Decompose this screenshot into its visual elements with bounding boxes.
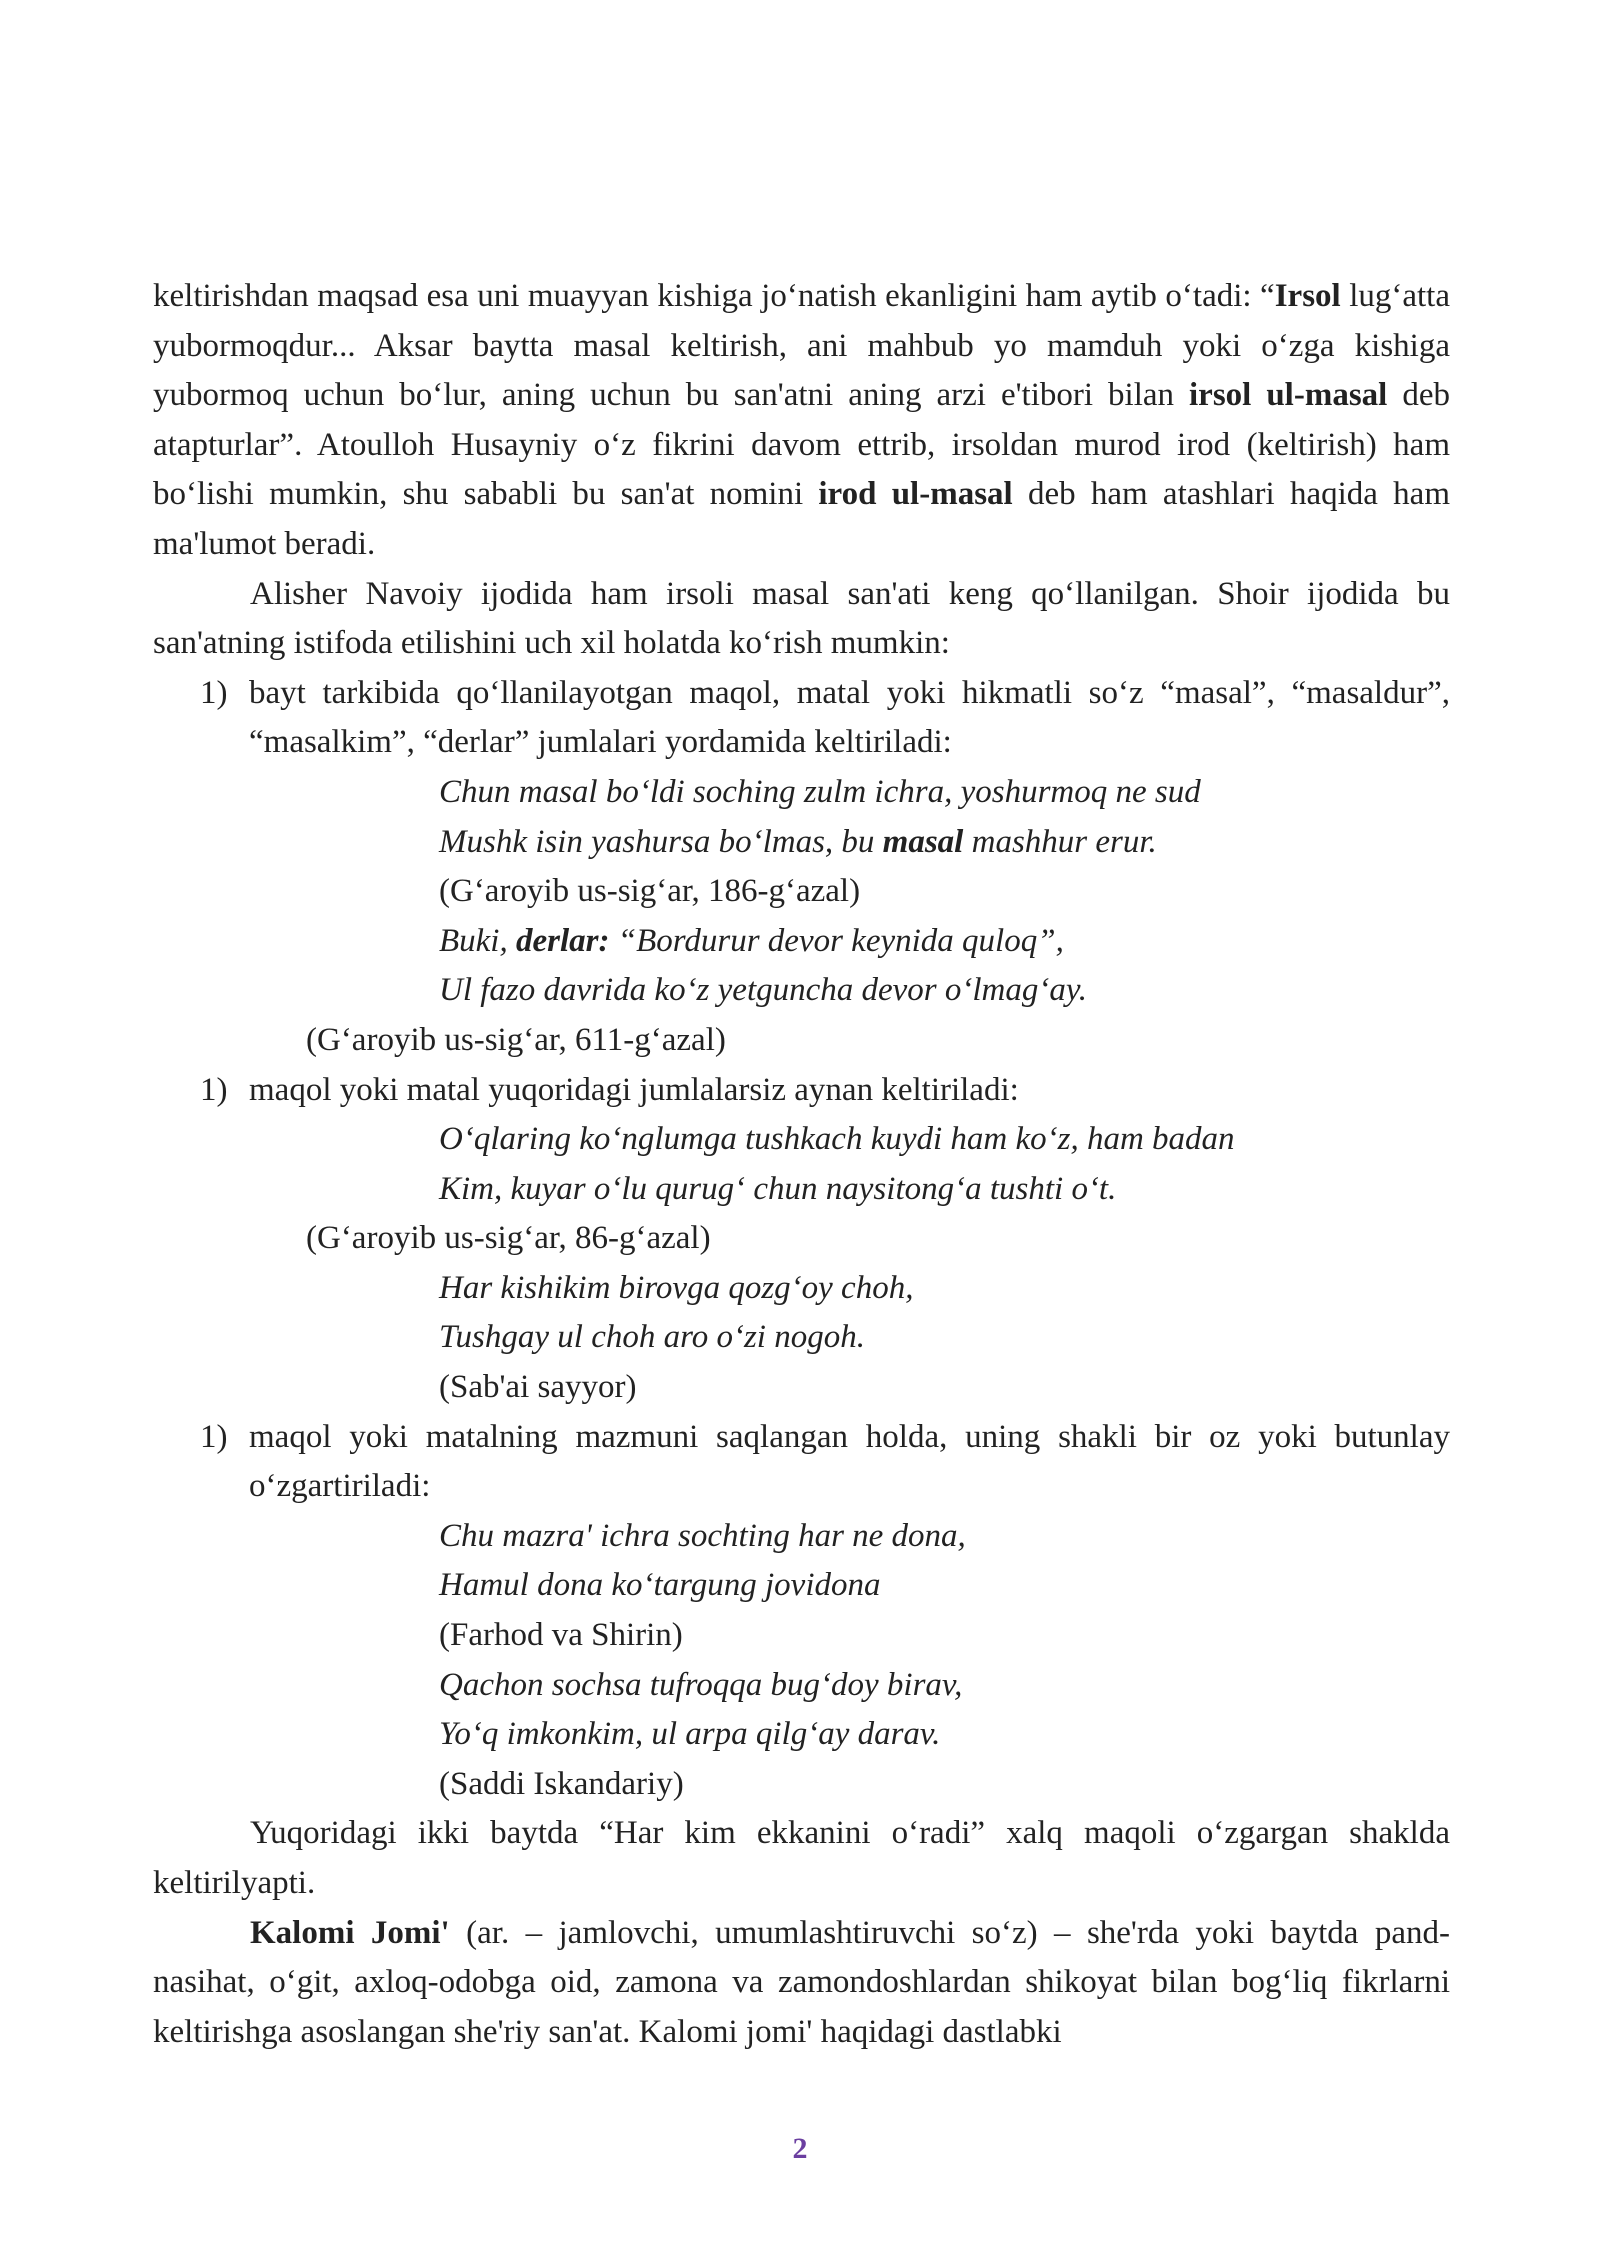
verse-line: Buki, derlar: “Bordurur devor keynida quloq”, (439, 922, 1064, 959)
verse-line: Tushgay ul choh aro o‘zi nogoh. (439, 1319, 865, 1356)
list-text: bayt tarkibida qo‘llanilayotgan maqol, matal yoki hikmatli so‘z “masal”, “masaldur”, “masalkim”, “derlar” jumlalari yordamida keltiriladi: (249, 674, 1450, 761)
paragraph-kalomi-jomi: Kalomi Jomi' (ar. – jamlovchi, umumlashtiruvchi so‘z) – she'rda yoki baytda pand-nasihat, o‘git, axloq-odobga oid, zamona va zamondoshlardan shikoyat bilan bog‘liq fikrlarni keltirishga asoslangan she'riy san'at. Kalomi jomi' haqidagi dastlabki (153, 1914, 1450, 2050)
term-irod-ul-masal: irod ul-masal (818, 476, 1013, 513)
page-number: 2 (792, 2132, 808, 2165)
paragraph-navoiy: Alisher Navoiy ijodida ham irsoli masal san'ati keng qo‘llanilgan. Shoir ijodida bu san'atning istifoda etilishini uch xil holatda ko‘rish mumkin: (153, 575, 1450, 662)
verse-line: Yo‘q imkonkim, ul arpa qilg‘ay darav. (439, 1716, 941, 1753)
paragraph-irsol: keltirishdan maqsad esa uni muayyan kishiga jo‘natish ekanligini ham aytib o‘tadi: “Irsol lug‘atta yubormoqdur... Aksar baytta masal keltirish, ani mahbub yo mamduh yoki o‘zga kishiga yubormoq uchun bo‘lur, aning uchun bu san'atni aning arzi e'tibori bilan irsol ul-masal deb atapturlar”. Atoulloh Husayniy o‘z fikrini davom ettrib, irsoldan murod irod (keltirish) ham bo‘lishi mumkin, shu sababli bu san'at nomini irod ul-masal deb ham atashlari haqida ham ma'lumot beradi. (153, 278, 1450, 562)
list-item-1 (200, 669, 1450, 768)
list-number: 1) (200, 1418, 228, 1455)
page-body (153, 272, 1450, 2057)
term-masal: masal (882, 823, 964, 860)
list-text: maqol yoki matal yuqoridagi jumlalarsiz aynan keltiriladi: (249, 1071, 1019, 1108)
verse-line: Chu mazra' ichra sochting har ne dona, (439, 1517, 966, 1554)
verse-line: Qachon sochsa tufroqqa bug‘doy birav, (439, 1666, 963, 1703)
term-irsol-ul-masal: irsol ul-masal (1189, 377, 1388, 414)
list-item-2 (200, 1066, 1450, 1116)
verse-line: Kim, kuyar o‘lu qurug‘ chun naysitong‘a tushti o‘t. (439, 1170, 1117, 1207)
verse-source: (G‘aroyib us-sig‘ar, 86-g‘azal) (306, 1220, 711, 1257)
verse-line: Chun masal bo‘ldi soching zulm ichra, yoshurmoq ne sud (439, 773, 1201, 810)
term-derlar: derlar: (515, 922, 610, 959)
verse-line: O‘qlaring ko‘nglumga tushkach kuydi ham ko‘z, ham badan (439, 1121, 1235, 1158)
verse-source: (Saddi Iskandariy) (439, 1765, 684, 1802)
verse-source: (G‘aroyib us-sig‘ar, 611-g‘azal) (306, 1021, 726, 1058)
list-number: 1) (200, 674, 228, 711)
verse-line: Mushk isin yashursa bo‘lmas, bu masal mashhur erur. (439, 823, 1157, 860)
verse-line: Har kishikim birovga qozg‘oy choh, (439, 1269, 914, 1306)
list-text: maqol yoki matalning mazmuni saqlangan holda, uning shakli bir oz yoki butunlay o‘zgartiriladi: (249, 1418, 1450, 1505)
verse-source: (Farhod va Shirin) (439, 1617, 683, 1654)
verse-line: Ul fazo davrida ko‘z yetguncha devor o‘lmag‘ay. (439, 972, 1087, 1009)
list-item-3 (200, 1413, 1450, 1512)
verse-source: (Sab'ai sayyor) (439, 1369, 637, 1406)
verse-source: (G‘aroyib us-sig‘ar, 186-g‘azal) (439, 873, 861, 910)
paragraph-maqol: Yuqoridagi ikki baytda “Har kim ekkanini o‘radi” xalq maqoli o‘zgargan shaklda keltirilyapti. (153, 1815, 1450, 1901)
term-irsol: Irsol (1274, 278, 1341, 314)
list-number: 1) (200, 1071, 228, 1108)
term-kalomi-jomi: Kalomi Jomi' (250, 1914, 450, 1951)
verse-line: Hamul dona ko‘targung jovidona (439, 1567, 881, 1604)
